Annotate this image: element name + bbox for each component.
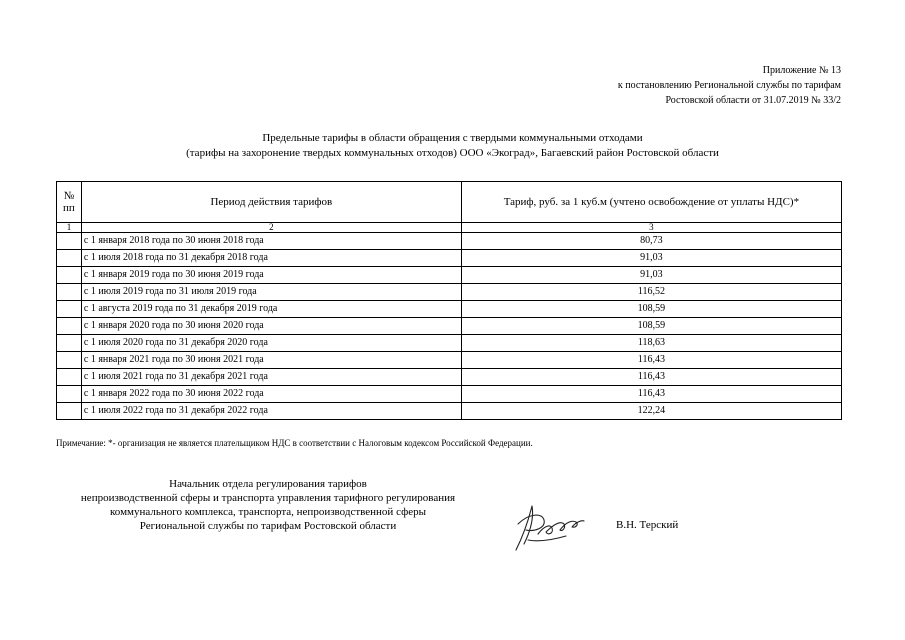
table-header-row	[57, 182, 842, 223]
period-cell: с 1 января 2019 года по 30 июня 2019 года	[81, 267, 461, 284]
title-line-1: Предельные тарифы в области обращения с твердыми коммунальными отходами	[262, 132, 643, 144]
price-cell: 116,43	[461, 352, 841, 369]
row-number-cell	[57, 403, 82, 420]
column-number-row	[57, 223, 842, 233]
table-row	[57, 403, 842, 420]
row-number-cell	[57, 233, 82, 250]
table-row	[57, 250, 842, 267]
table-row	[57, 267, 842, 284]
signer-name: В.Н. Терский	[616, 519, 679, 531]
price-cell: 91,03	[461, 267, 841, 284]
price-cell: 116,43	[461, 386, 841, 403]
row-number-cell	[57, 386, 82, 403]
table-row	[57, 369, 842, 386]
price-cell: 80,73	[461, 233, 841, 250]
period-cell: с 1 июля 2021 года по 31 декабря 2021 года	[81, 369, 461, 386]
header-period: Период действия тарифов	[81, 182, 461, 223]
price-cell: 116,52	[461, 284, 841, 301]
appendix-number: Приложение № 13	[762, 65, 841, 76]
table-row	[57, 284, 842, 301]
row-number-cell	[57, 318, 82, 335]
signer-position-line: коммунального комплекса, транспорта, непроизводственной сферы	[110, 506, 426, 518]
price-cell: 91,03	[461, 250, 841, 267]
row-number-cell	[57, 267, 82, 284]
period-cell: с 1 июля 2018 года по 31 декабря 2018 года	[81, 250, 461, 267]
table-row	[57, 352, 842, 369]
signer-position	[58, 477, 478, 533]
row-number-cell	[57, 352, 82, 369]
price-cell: 108,59	[461, 318, 841, 335]
price-cell: 118,63	[461, 335, 841, 352]
period-cell: с 1 августа 2019 года по 31 декабря 2019 года	[81, 301, 461, 318]
tariff-table	[56, 181, 842, 420]
appendix-reference: к постановлению Региональной службы по тарифам	[617, 80, 841, 91]
table-row	[57, 386, 842, 403]
period-cell: с 1 января 2018 года по 30 июня 2018 года	[81, 233, 461, 250]
period-cell: с 1 июля 2022 года по 31 декабря 2022 года	[81, 403, 461, 420]
header-number: № пп	[57, 182, 82, 223]
table-row	[57, 301, 842, 318]
handwritten-signature	[508, 500, 588, 554]
price-cell: 108,59	[461, 301, 841, 318]
appendix-date: Ростовской области от 31.07.2019 № 33/2	[665, 95, 841, 106]
row-number-cell	[57, 284, 82, 301]
header-tariff: Тариф, руб. за 1 куб.м (учтено освобождение от уплаты НДС)*	[461, 182, 841, 223]
table-row	[57, 318, 842, 335]
row-number-cell	[57, 335, 82, 352]
footnote: Примечание: *- организация не является плательщиком НДС в соответствии с Налоговым кодексом Российской Федерации.	[56, 438, 533, 448]
signer-position-line: непроизводственной сферы и транспорта управления тарифного регулирования	[80, 492, 456, 504]
period-cell: с 1 января 2022 года по 30 июня 2022 года	[81, 386, 461, 403]
column-number: 1	[57, 223, 82, 233]
period-cell: с 1 июля 2019 года по 31 июля 2019 года	[81, 284, 461, 301]
period-cell: с 1 января 2020 года по 30 июня 2020 года	[81, 318, 461, 335]
price-cell: 116,43	[461, 369, 841, 386]
title-line-2: (тарифы на захоронение твердых коммунальных отходов) ООО «Экоград», Багаевский район Ростовской области	[186, 147, 719, 159]
appendix-header	[618, 63, 841, 108]
row-number-cell	[57, 369, 82, 386]
table-row	[57, 233, 842, 250]
row-number-cell	[57, 250, 82, 267]
document-title	[0, 131, 905, 161]
row-number-cell	[57, 301, 82, 318]
price-cell: 122,24	[461, 403, 841, 420]
column-number: 2	[81, 223, 461, 233]
period-cell: с 1 января 2021 года по 30 июня 2021 года	[81, 352, 461, 369]
signer-position-line: Региональной службы по тарифам Ростовской области	[139, 520, 397, 532]
table-row	[57, 335, 842, 352]
period-cell: с 1 июля 2020 года по 31 декабря 2020 года	[81, 335, 461, 352]
column-number: 3	[461, 223, 841, 233]
signer-position-line: Начальник отдела регулирования тарифов	[169, 478, 367, 490]
